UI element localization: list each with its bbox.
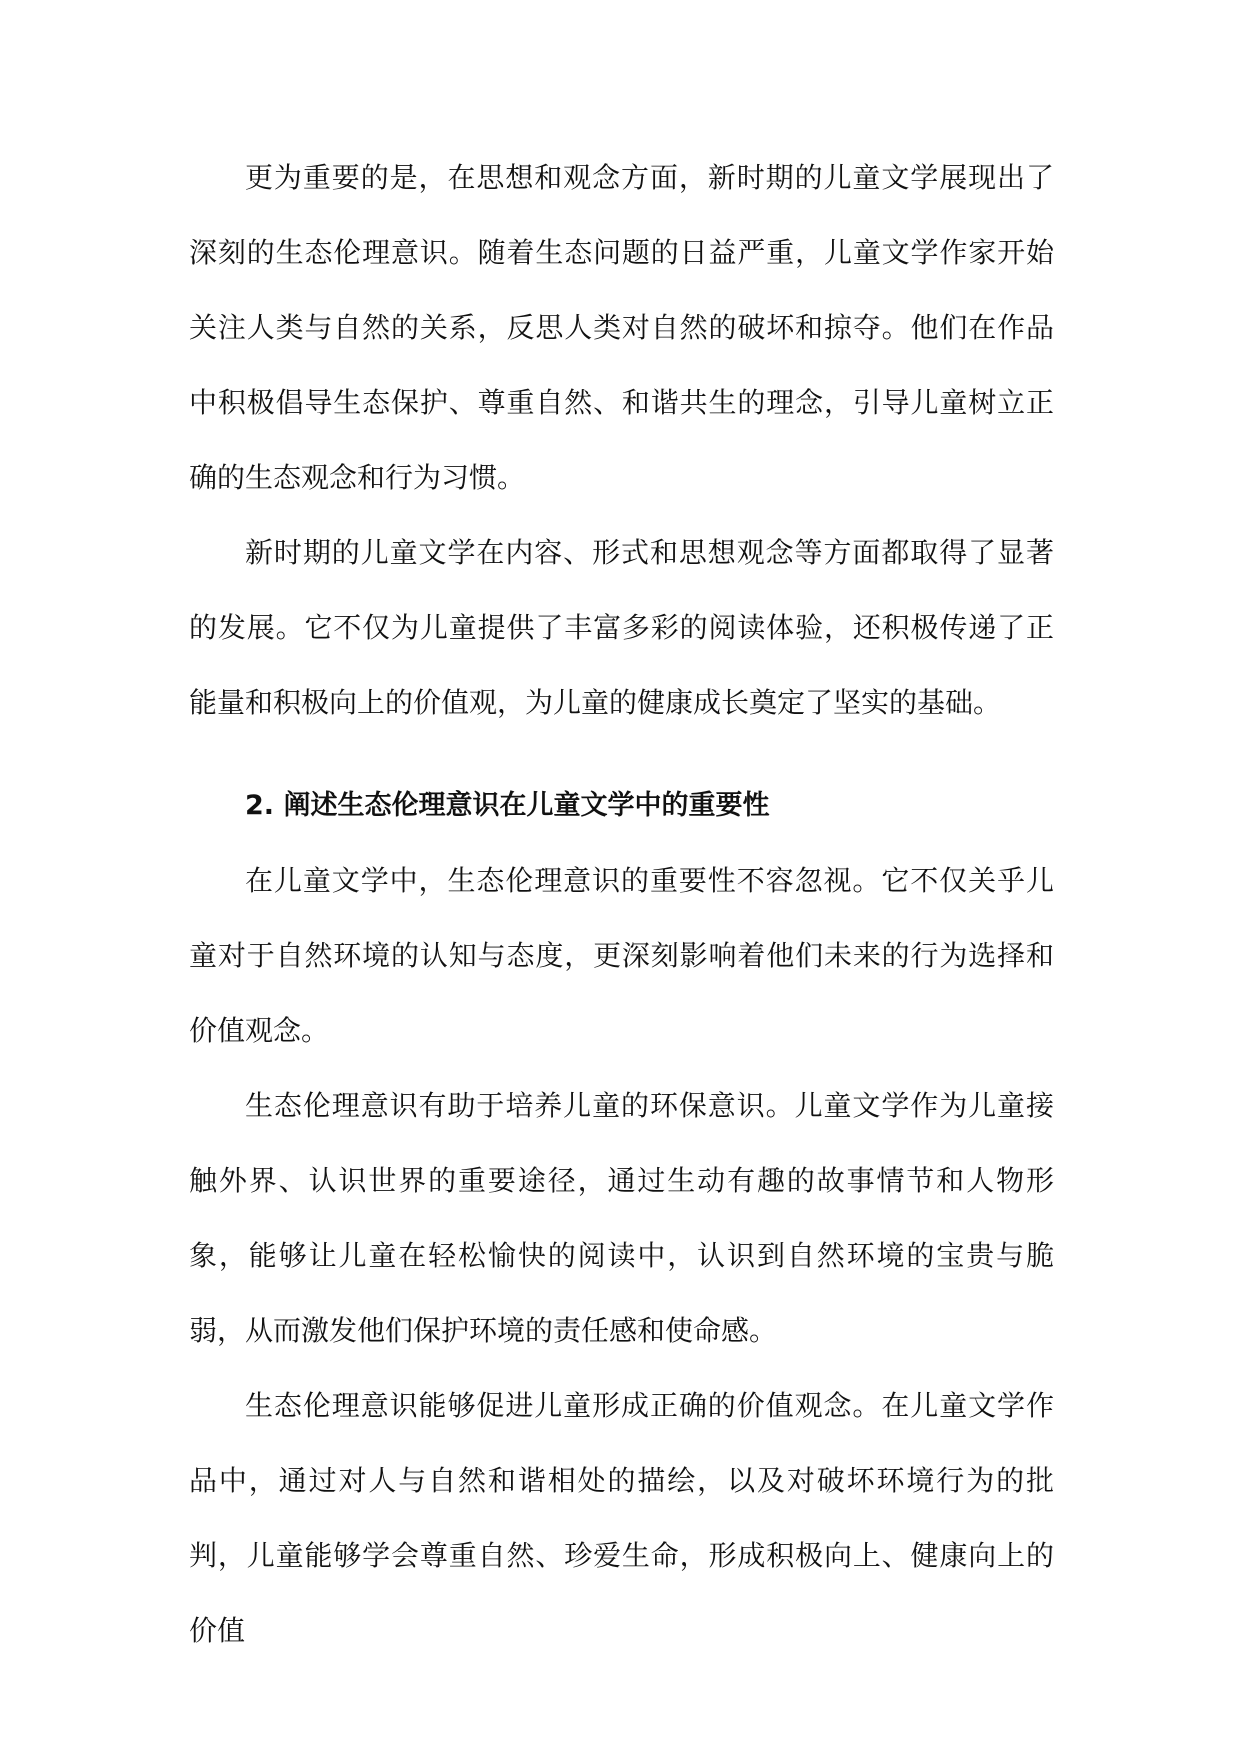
paragraph: 生态伦理意识有助于培养儿童的环保意识。儿童文学作为儿童接触外界、认识世界的重要途径，通过生动有趣的故事情节和人物形象，能够让儿童在轻松愉快的阅读中，认识到自然环境的宝贵与脆弱，从而激发他们保护环境的责任感和使命感。 [189, 1089, 1054, 1347]
paragraph: 更为重要的是，在思想和观念方面，新时期的儿童文学展现出了深刻的生态伦理意识。随着生态问题的日益严重，儿童文学作家开始关注人类与自然的关系，反思人类对自然的破坏和掠夺。他们在作品中积极倡导生态保护、尊重自然、和谐共生的理念，引导儿童树立正确的生态观念和行为习惯。 [189, 161, 1054, 494]
page-content [189, 140, 1054, 1668]
section-spacer [189, 740, 1054, 768]
paragraph: 新时期的儿童文学在内容、形式和思想观念等方面都取得了显著的发展。它不仅为儿童提供了丰富多彩的阅读体验，还积极传递了正能量和积极向上的价值观，为儿童的健康成长奠定了坚实的基础。 [189, 536, 1054, 719]
paragraph: 生态伦理意识能够促进儿童形成正确的价值观念。在儿童文学作品中，通过对人与自然和谐相处的描绘，以及对破坏环境行为的批判，儿童能够学会尊重自然、珍爱生命，形成积极向上、健康向上的价值 [189, 1389, 1054, 1647]
paragraph: 在儿童文学中，生态伦理意识的重要性不容忽视。它不仅关乎儿童对于自然环境的认知与态度，更深刻影响着他们未来的行为选择和价值观念。 [189, 864, 1054, 1047]
section-heading: 2. 阐述生态伦理意识在儿童文学中的重要性 [245, 790, 770, 821]
